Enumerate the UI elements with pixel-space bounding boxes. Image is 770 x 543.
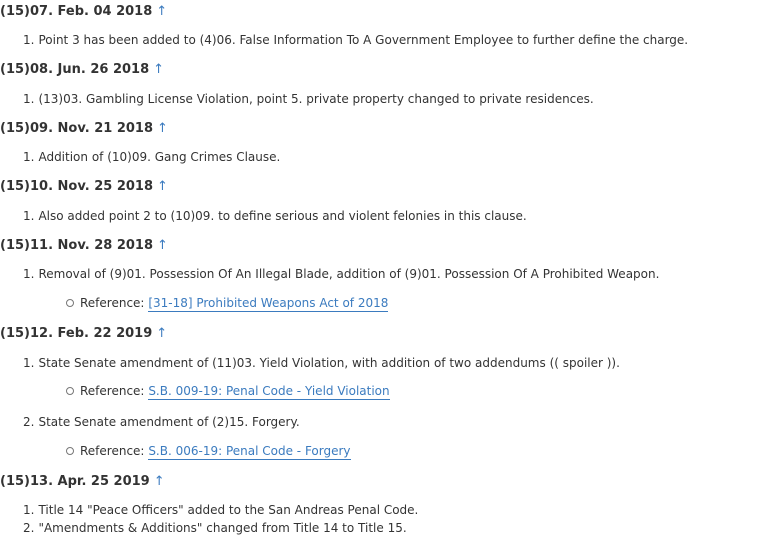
up-arrow-icon[interactable]: ↑ — [157, 121, 168, 136]
item-text: "Amendments & Additions" changed from Title 14 to Title 15. — [38, 521, 407, 535]
reference-label: Reference: — [80, 384, 145, 398]
heading-text: (15)09. Nov. 21 2018 — [0, 121, 154, 136]
heading-text: (15)13. Apr. 25 2019 — [0, 474, 150, 489]
reference-item — [66, 443, 351, 459]
item-text: Point 3 has been added to (4)06. False Information To A Government Employee to further define the charge. — [38, 33, 689, 47]
reference-link[interactable]: S.B. 006-19: Penal Code - Forgery — [148, 444, 351, 458]
list-item — [23, 149, 280, 165]
reference-link[interactable]: S.B. 009-19: Penal Code - Yield Violation — [148, 384, 390, 398]
section-heading — [0, 238, 168, 254]
section-heading — [0, 179, 168, 195]
item-number: 1. — [23, 150, 35, 164]
item-text: Also added point 2 to (10)09. to define serious and violent felonies in this clause. — [38, 209, 527, 223]
heading-text: (15)11. Nov. 28 2018 — [0, 238, 154, 253]
reference-link[interactable]: [31-18] Prohibited Weapons Act of 2018 — [148, 296, 389, 310]
item-text: State Senate amendment of (2)15. Forgery. — [38, 415, 300, 429]
section-heading — [0, 474, 165, 490]
up-arrow-icon[interactable]: ↑ — [156, 326, 168, 341]
item-number: 1. — [23, 209, 35, 223]
list-item — [23, 502, 418, 518]
heading-text: (15)12. Feb. 22 2019 — [0, 326, 153, 341]
list-item — [23, 414, 300, 430]
section-heading — [0, 62, 164, 78]
item-number: 1. — [23, 33, 35, 47]
up-arrow-icon[interactable]: ↑ — [156, 4, 168, 19]
item-number: 1. — [23, 267, 35, 281]
up-arrow-icon[interactable]: ↑ — [153, 62, 165, 77]
list-item — [23, 266, 659, 282]
item-number: 1. — [23, 503, 35, 517]
list-item — [23, 208, 527, 224]
reference-item — [66, 383, 390, 399]
section-heading — [0, 121, 168, 137]
reference-item — [66, 295, 388, 311]
heading-text: (15)10. Nov. 25 2018 — [0, 179, 154, 194]
up-arrow-icon[interactable]: ↑ — [157, 238, 168, 253]
list-item — [23, 520, 407, 536]
up-arrow-icon[interactable]: ↑ — [157, 179, 168, 194]
list-item — [23, 32, 688, 48]
reference-label: Reference: — [80, 296, 145, 310]
item-text: Addition of (10)09. Gang Crimes Clause. — [38, 150, 281, 164]
section-heading — [0, 326, 167, 342]
item-text: State Senate amendment of (11)03. Yield Violation, with addition of two addendums (( spoiler )). — [38, 356, 620, 370]
reference-label: Reference: — [80, 444, 145, 458]
heading-text: (15)07. Feb. 04 2018 — [0, 4, 153, 19]
up-arrow-icon[interactable]: ↑ — [153, 474, 165, 489]
item-number: 1. — [23, 356, 35, 370]
item-text: Title 14 "Peace Officers" added to the San Andreas Penal Code. — [38, 503, 419, 517]
circle-bullet-icon — [66, 299, 74, 307]
item-number: 2. — [23, 521, 35, 535]
list-item — [23, 355, 620, 371]
circle-bullet-icon — [66, 387, 74, 395]
section-heading — [0, 4, 167, 20]
heading-text: (15)08. Jun. 26 2018 — [0, 62, 150, 77]
list-item — [23, 91, 594, 107]
item-text: (13)03. Gambling License Violation, point 5. private property changed to private residences. — [38, 92, 594, 106]
circle-bullet-icon — [66, 447, 74, 455]
item-number: 1. — [23, 92, 35, 106]
item-number: 2. — [23, 415, 35, 429]
item-text: Removal of (9)01. Possession Of An Illegal Blade, addition of (9)01. Possession Of A Prohibited Weapon. — [38, 267, 660, 281]
